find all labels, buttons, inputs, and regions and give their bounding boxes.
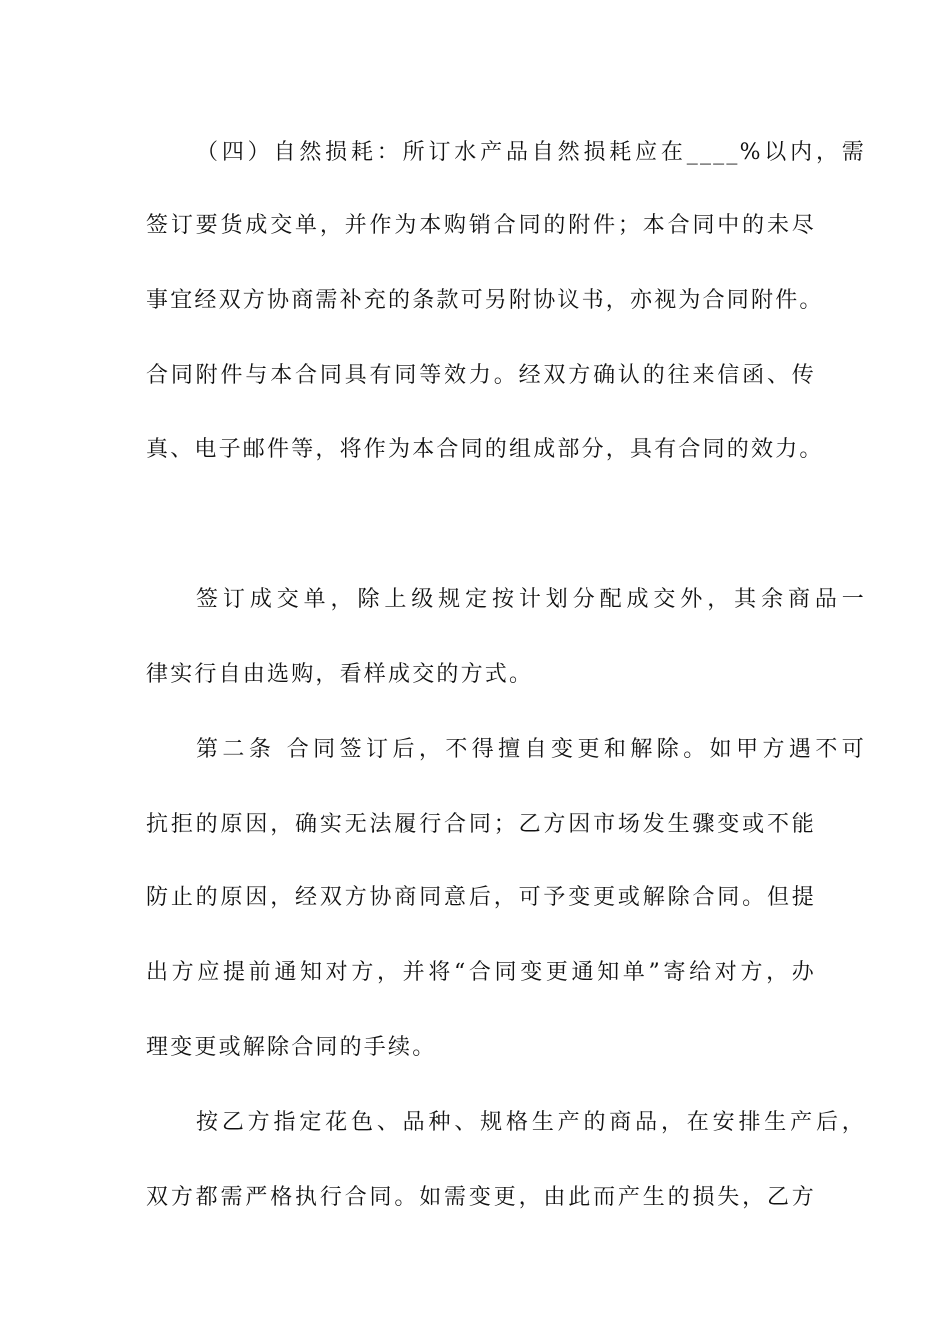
paragraph-designated-goods-line-1: 按乙方指定花色、品种、规格生产的商品，在安排生产后， [196,1110,866,1135]
paragraph-natural-loss-line-3: 事宜经双方协商需补充的条款可另附协议书，亦视为合同附件。 [146,288,824,313]
paragraph-order-form-line-2: 律实行自由选购，看样成交的方式。 [146,662,534,687]
paragraph-natural-loss-line-2: 签订要货成交单，并作为本购销合同的附件；本合同中的未尽 [146,213,816,238]
paragraph-article-two-line-4: 出方应提前通知对方，并将“合同变更通知单”寄给对方，办 [146,960,816,985]
paragraph-article-two-line-2: 抗拒的原因，确实无法履行合同；乙方因市场发生骤变或不能 [146,812,816,837]
paragraph-designated-goods-line-2: 双方都需严格执行合同。如需变更，由此而产生的损失，乙方 [146,1185,816,1210]
paragraph-article-two-line-3: 防止的原因，经双方协商同意后，可予变更或解除合同。但提 [146,885,816,910]
paragraph-article-two-line-1: 第二条 合同签订后，不得擅自变更和解除。如甲方遇不可 [196,737,866,762]
paragraph-article-two-line-5: 理变更或解除合同的手续。 [146,1035,437,1060]
paragraph-natural-loss-line-5: 真、电子邮件等，将作为本合同的组成部分，具有合同的效力。 [146,437,824,462]
paragraph-natural-loss-line-1: （四）自然损耗：所订水产品自然损耗应在____%以内，需 [196,140,866,165]
paragraph-natural-loss-line-4: 合同附件与本合同具有同等效力。经双方确认的往来信函、传 [146,363,816,388]
paragraph-order-form-line-1: 签订成交单，除上级规定按计划分配成交外，其余商品一 [196,587,866,612]
